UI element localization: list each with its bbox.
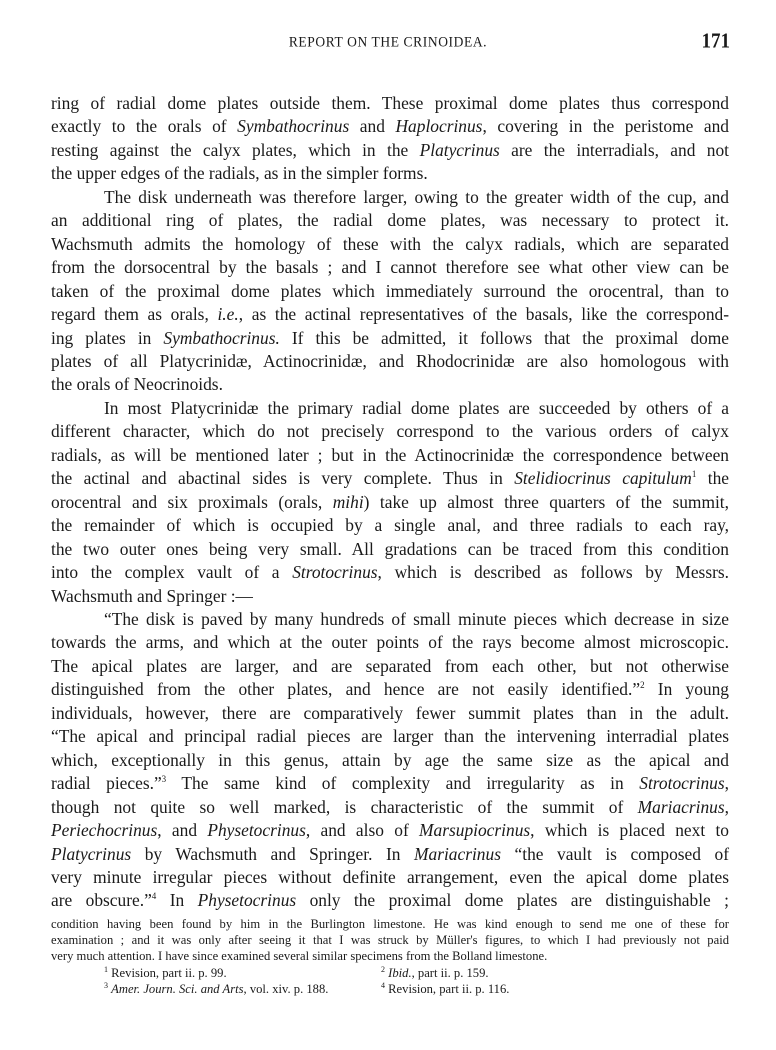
text-run: only the proximal dome plates are distinguishable ; bbox=[296, 890, 729, 911]
text-run: the upper edges of the radials, as in the simpler forms. bbox=[51, 163, 428, 184]
footnote-mark: 1 bbox=[104, 964, 108, 974]
text-line bbox=[51, 843, 729, 866]
footnote-mark: 3 bbox=[104, 980, 108, 990]
text-run: If this be admitted, it follows that the proximal dome bbox=[279, 327, 729, 348]
text-run: “The apical and principal radial pieces are larger than the intervening interradial plates bbox=[51, 726, 729, 747]
footnote-continuation bbox=[51, 916, 729, 965]
text-run: ) take up almost three quarters of the summit, bbox=[363, 491, 729, 512]
text-line bbox=[51, 256, 729, 279]
text-line bbox=[51, 373, 729, 396]
text-run: Wachsmuth and Springer :— bbox=[51, 585, 253, 606]
text-line bbox=[51, 538, 729, 561]
text-run: towards the arms, and which at the outer points of the rays become almost microscopic. bbox=[51, 632, 729, 653]
text-run: In bbox=[156, 890, 198, 911]
text-run: , bbox=[724, 796, 729, 817]
text-run: , as the actinal representatives of the basals, like the correspond- bbox=[238, 304, 729, 325]
text-run: the orals of Neocrinoids. bbox=[51, 374, 223, 395]
italic-term: Symbathocrinus. bbox=[163, 327, 280, 348]
text-line bbox=[51, 585, 729, 608]
text-run: exactly to the orals of bbox=[51, 116, 238, 137]
italic-term: Mariacrinus bbox=[637, 796, 725, 817]
text-run: an additional ring of plates, the radial dome plates, was necessary to protect it. bbox=[51, 210, 729, 231]
text-line bbox=[51, 514, 729, 537]
footnote-line: examination ; and it was only after seeing it that I was struck by Müller's figures, to which I had previously not paid bbox=[51, 933, 729, 948]
text-line bbox=[51, 796, 729, 819]
italic-term: Physetocrinus bbox=[207, 820, 306, 841]
text-run: “The disk is paved by many hundreds of small minute pieces which decrease in size bbox=[104, 608, 729, 629]
text-run: Revision, part ii. p. 116. bbox=[388, 981, 510, 996]
text-run: In young bbox=[644, 679, 729, 700]
text-line bbox=[51, 608, 729, 631]
text-line bbox=[51, 209, 729, 232]
text-line bbox=[51, 162, 729, 185]
footnote-ref: 1 bbox=[691, 469, 697, 480]
italic-term: Symbathocrinus bbox=[237, 116, 350, 137]
text-run: by Wachsmuth and Springer. In bbox=[131, 843, 415, 864]
text-line bbox=[51, 772, 729, 795]
text-run: The apical plates are larger, and are separated from each other, but not otherwise bbox=[51, 655, 729, 676]
text-run: orocentral and six proximals (orals, bbox=[51, 491, 333, 512]
text-line bbox=[51, 702, 729, 725]
italic-term: mihi bbox=[332, 491, 364, 512]
italic-term: Strotocrinus bbox=[639, 773, 725, 794]
text-run: the bbox=[696, 468, 729, 489]
italic-term: Physetocrinus bbox=[197, 890, 297, 911]
text-line bbox=[51, 233, 729, 256]
italic-term: Periechocrinus bbox=[51, 820, 158, 841]
text-line bbox=[51, 725, 729, 748]
footnote-1 bbox=[51, 965, 381, 981]
text-line bbox=[51, 467, 729, 490]
footnote-mark: 2 bbox=[381, 964, 385, 974]
italic-term: Haplocrinus bbox=[395, 116, 483, 137]
text-run: though not quite so well marked, is characteristic of the summit of bbox=[51, 796, 638, 817]
running-header bbox=[0, 29, 776, 56]
footnote-row bbox=[51, 981, 729, 997]
text-run: the two outer ones being very small. All gradations can be traced from this condition bbox=[51, 538, 729, 559]
page-number: 171 bbox=[701, 29, 730, 53]
text-run: , which is described as follows by Messrs. bbox=[377, 562, 729, 583]
text-run: which, exceptionally in this genus, attain by age the same size as the apical and bbox=[51, 749, 729, 770]
text-run: distinguished from the other plates, and hence are not easily identified.” bbox=[51, 679, 641, 700]
text-run: ing plates in bbox=[51, 327, 164, 348]
footnotes bbox=[51, 916, 729, 997]
text-run: , which is placed next to bbox=[530, 820, 729, 841]
italic-term: Stelidiocrinus capitulum bbox=[514, 468, 692, 489]
text-line bbox=[51, 819, 729, 842]
text-run: the actinal and abactinal sides is very complete. Thus in bbox=[51, 468, 515, 489]
text-line bbox=[51, 655, 729, 678]
italic-term: Amer. Journ. Sci. and Arts bbox=[111, 981, 244, 996]
text-line bbox=[51, 92, 729, 115]
text-run: are the interradials, and not bbox=[499, 139, 729, 160]
text-run: The disk underneath was therefore larger, owing to the greater width of the cup, and bbox=[104, 186, 729, 207]
text-line bbox=[51, 303, 729, 326]
text-run: , vol. xiv. p. 188. bbox=[243, 981, 329, 996]
text-run: , part ii. p. 159. bbox=[411, 965, 489, 980]
text-line bbox=[51, 397, 729, 420]
text-run: , bbox=[724, 773, 729, 794]
italic-term: Platycrinus bbox=[419, 139, 500, 160]
text-line bbox=[51, 491, 729, 514]
footnote-3 bbox=[51, 981, 381, 997]
footnote-line: condition having been found by him in the Burlington limestone. He was kind enough to send me one of these for bbox=[51, 917, 729, 931]
text-line bbox=[51, 631, 729, 654]
footnote-ref: 3 bbox=[161, 774, 167, 785]
text-line bbox=[51, 561, 729, 584]
body-text bbox=[51, 92, 729, 913]
text-line bbox=[51, 749, 729, 772]
italic-term: Marsupiocrinus bbox=[419, 820, 531, 841]
footnote-ref: 2 bbox=[640, 680, 645, 691]
italic-term: Mariacrinus bbox=[414, 843, 501, 864]
italic-term: Ibid. bbox=[388, 965, 412, 980]
text-run: are obscure.” bbox=[51, 890, 152, 911]
text-line bbox=[51, 889, 729, 912]
text-line bbox=[51, 420, 729, 443]
text-run: from the dorsocentral by the basals ; and I cannot therefore see what other view can be bbox=[51, 257, 729, 278]
text-run: radial pieces.” bbox=[51, 773, 162, 794]
text-run: individuals, however, there are comparatively fewer summit plates than in the adult. bbox=[51, 702, 729, 723]
running-title: REPORT ON THE CRINOIDEA. bbox=[288, 33, 488, 50]
footnote-line: very much attention. I have since examined several similar specimens from the Bolland limestone. bbox=[51, 949, 548, 964]
text-run: Revision, part ii. p. 99. bbox=[111, 965, 227, 980]
text-run: and bbox=[349, 116, 396, 137]
text-run: The same kind of complexity and irregularity as in bbox=[166, 773, 640, 794]
text-line bbox=[51, 866, 729, 889]
italic-term: Platycrinus bbox=[51, 843, 132, 864]
text-run: , and also of bbox=[305, 820, 420, 841]
text-run: taken of the proximal dome plates which immediately surround the orocentral, than to bbox=[51, 280, 729, 301]
text-run: ring of radial dome plates outside them. These proximal dome plates thus correspond bbox=[51, 93, 729, 113]
text-run: , and bbox=[157, 820, 208, 841]
text-run: different character, which do not precisely correspond to the various orders of calyx bbox=[51, 421, 729, 442]
footnote-2 bbox=[381, 965, 729, 981]
text-line bbox=[51, 327, 729, 350]
footnote-row bbox=[51, 965, 729, 981]
footnote-mark: 4 bbox=[381, 980, 385, 990]
text-line bbox=[51, 678, 729, 701]
text-run: plates of all Platycrinidæ, Actinocrinidæ, and Rhodocrinidæ are also homologous with bbox=[51, 350, 729, 371]
text-run: into the complex vault of a bbox=[51, 562, 293, 583]
text-run: regard them as orals, bbox=[51, 304, 218, 325]
text-run: very minute irregular pieces without definite arrangement, even the apical dome plates bbox=[51, 866, 729, 887]
italic-term: Strotocrinus bbox=[292, 562, 378, 583]
text-line bbox=[51, 115, 729, 138]
text-line bbox=[51, 280, 729, 303]
text-line bbox=[51, 139, 729, 162]
text-run: resting against the calyx plates, which in the bbox=[51, 139, 420, 160]
text-line bbox=[51, 350, 729, 373]
text-run: In most Platycrinidæ the primary radial dome plates are succeeded by others of a bbox=[104, 397, 729, 418]
text-run: radials, as will be mentioned later ; but in the Actinocrinidæ the correspondence between bbox=[51, 444, 729, 465]
text-run: “the vault is composed of bbox=[500, 843, 729, 864]
text-line bbox=[51, 444, 729, 467]
italic-term: i.e. bbox=[217, 304, 239, 325]
footnote-4 bbox=[381, 981, 729, 997]
text-run: Wachsmuth admits the homology of these with the calyx radials, which are separated bbox=[51, 233, 729, 254]
footnote-ref: 4 bbox=[151, 891, 157, 902]
text-line bbox=[51, 186, 729, 209]
text-run: the remainder of which is occupied by a single anal, and three radials to each ray, bbox=[51, 515, 729, 536]
text-run: , covering in the peristome and bbox=[482, 116, 729, 137]
